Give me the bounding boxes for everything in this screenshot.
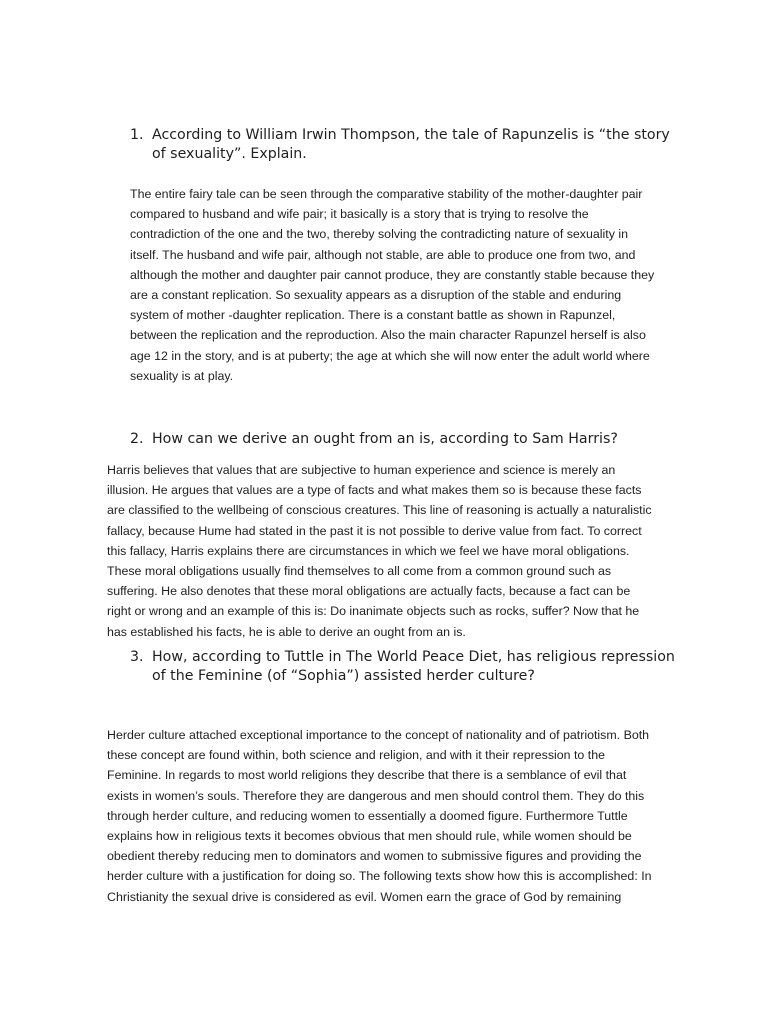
answer-line: itself. The husband and wife pair, although not stable, are able to produce one from two, and [130,247,636,262]
answer-line: sexuality is at play. [130,368,234,383]
answer-1 [130,184,654,386]
question-line: of sexuality”. Explain. [152,146,307,162]
answer-line: suffering. He also denotes that these moral obligations are actually facts, because a fact can be [107,584,631,599]
answer-line: Christianity the sexual drive is considered as evil. Women earn the grace of God by remaining [107,889,622,904]
question-line: of the Feminine (of “Sophia”) assisted herder culture? [152,668,535,684]
question-number: 2. [130,431,144,447]
answer-line: although the mother and daughter pair cannot produce, they are constantly stable because they [130,267,655,282]
question-3 [130,648,690,686]
answer-line: this fallacy, Harris explains there are circumstances in which we feel we have moral obligations. [107,543,630,558]
question-line: According to William Irwin Thompson, the tale of Rapunzelis is “the story [152,127,670,143]
answer-2 [107,460,652,642]
question-1 [130,126,690,164]
answer-line: right or wrong and an example of this is: Do inanimate objects such as rocks, suffer? Now that he [107,604,640,619]
answer-line: Feminine. In regards to most world religions they describe that there is a semblance of evil that [107,768,627,783]
answer-line: between the replication and the reproduction. Also the main character Rapunzel herself is also [130,328,646,343]
answer-line: contradiction of the one and the two, thereby solving the contradicting nature of sexuality in [130,227,628,242]
answer-line: through herder culture, and reducing women to essentially a doomed figure. Furthermore Tuttle [107,808,628,823]
answer-line: obedient thereby reducing men to dominators and women to submissive figures and providing the [107,849,642,864]
answer-line: These moral obligations usually find themselves to all come from a common ground such as [107,564,612,579]
question-2 [130,430,690,449]
answer-line: these concept are found within, both science and religion, and with it their repression to the [107,748,605,763]
answer-line: has established his facts, he is able to derive an ought from an is. [107,624,466,639]
answer-3 [107,725,652,907]
question-number: 3. [130,649,144,665]
answer-line: are classified to the wellbeing of conscious creatures. This line of reasoning is actually a naturalistic [107,503,652,518]
answer-line: herder culture with a justification for doing so. The following texts show how this is accomplished: In [107,869,652,884]
answer-line: fallacy, because Hume had stated in the past it is not possible to derive value from fact. To correct [107,523,642,538]
question-line: How, according to Tuttle in The World Peace Diet, has religious repression [152,649,675,665]
answer-line: illusion. He argues that values are a type of facts and what makes them so is because these facts [107,483,642,498]
question-line: How can we derive an ought from an is, according to Sam Harris? [152,431,618,447]
answer-line: exists in women’s souls. Therefore they are dangerous and men should control them. They do this [107,788,645,803]
answer-line: age 12 in the story, and is at puberty; the age at which she will now enter the adult world where [130,348,650,363]
answer-line: compared to husband and wife pair; it basically is a story that is trying to resolve the [130,207,589,222]
question-number: 1. [130,127,144,143]
answer-line: The entire fairy tale can be seen through the comparative stability of the mother-daughter pair [130,187,643,201]
answer-line: Harris believes that values that are subjective to human experience and science is merely an [107,463,616,477]
answer-line: explains how in religious texts it becomes obvious that men should rule, while women should be [107,829,632,844]
answer-line: are a constant replication. So sexuality appears as a disruption of the stable and enduring [130,288,622,303]
answer-line: system of mother -daughter replication. There is a constant battle as shown in Rapunzel, [130,308,616,323]
answer-line: Herder culture attached exceptional importance to the concept of nationality and of patriotism. Both [107,728,650,742]
